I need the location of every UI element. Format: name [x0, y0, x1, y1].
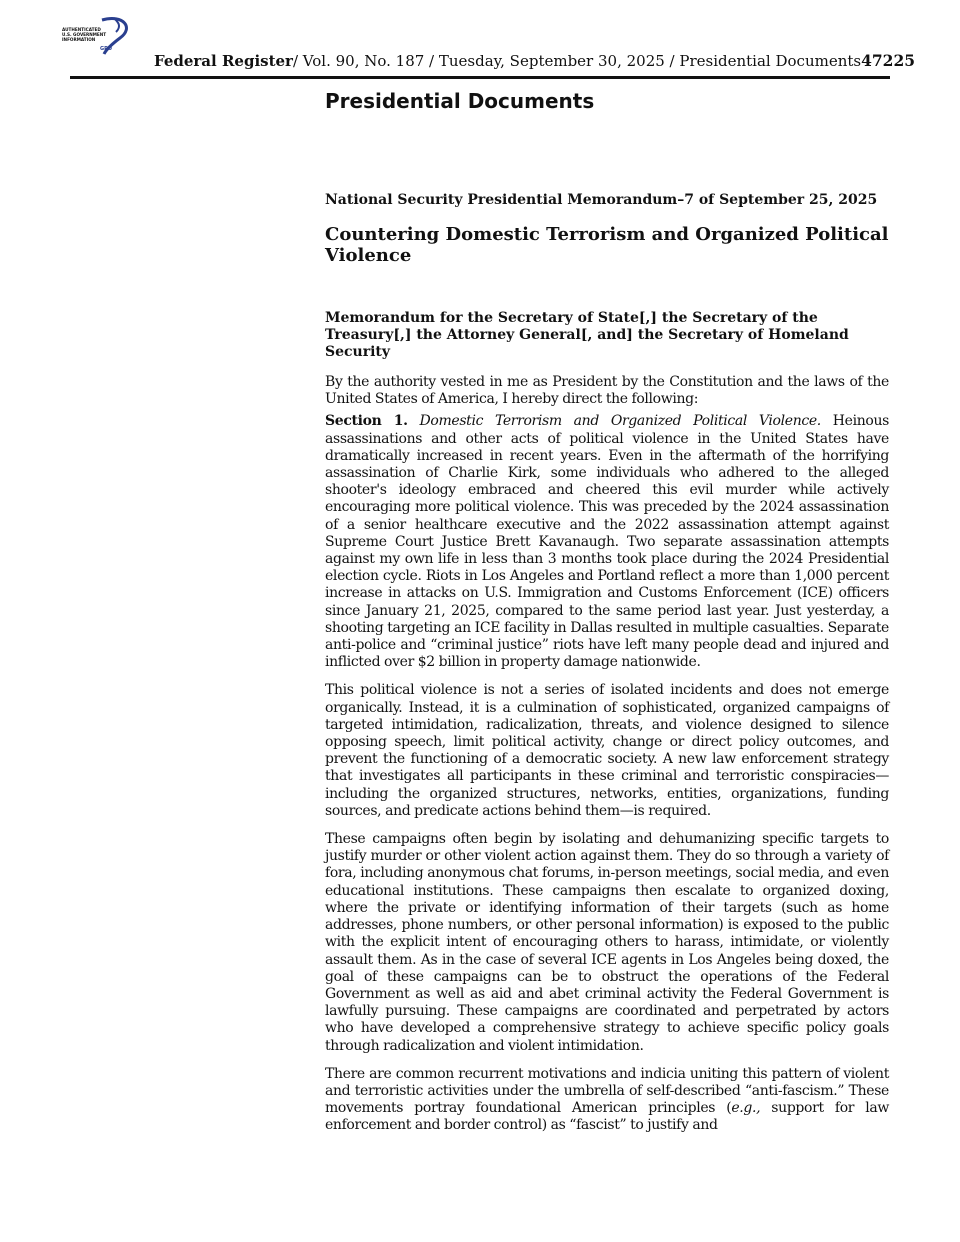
- paragraph-3: These campaigns often begin by isolating and dehumanizing specific targets to justify murder or other violent action against them. They do so through a variety of fora, including anonymous chat forums, in-person meetings, social media, and even educational institutions. These campaigns then escalate to organized doxing, where the private or identifying information of their targets (such as home addresses, phone numbers, or other personal information) is exposed to the public with the explicit intent of encouraging others to harass, intimidate, or violently assault them. As in the case of several ICE agents in Los Angeles being doxed, the goal of these campaigns can be to obstruct the operations of the Federal Government as well as aid and abet criminal activity the Federal Government is lawfully pursuing. These campaigns are coordinated and perpetrated by actors who have developed a comprehensive strategy to achieve specific policy goals through radicalization and violent intimidation.: [325, 831, 889, 1054]
- section-label: Section 1.: [325, 413, 408, 430]
- paragraph-4: [325, 1066, 889, 1135]
- running-header: [154, 51, 916, 71]
- paragraph-4-end: support for law enforcement and border control) as “fascist” to justify and: [325, 1100, 889, 1134]
- svg-text:AUTHENTICATED: AUTHENTICATED: [62, 27, 101, 32]
- intro-paragraph: By the authority vested in me as President by the Constitution and the laws of the United States of America, I hereby direct the following:: [325, 374, 889, 408]
- svg-text:U.S. GOVERNMENT: U.S. GOVERNMENT: [62, 32, 107, 37]
- svg-text:GPO: GPO: [100, 46, 113, 52]
- memo-title: Countering Domestic Terrorism and Organized Political Violence: [325, 224, 889, 266]
- paragraph-4-start: There are common recurrent motivations and indicia uniting this pattern of violent and terroristic activities under the umbrella of self-described “anti-fascism.” These movements portray foundational American principles (: [325, 1065, 889, 1117]
- section-1-paragraph: [325, 413, 889, 671]
- document-body: [325, 190, 889, 1135]
- section-text: Heinous assassinations and other acts of political violence in the United States have dramatically increased in recent years. Even in the aftermath of the horrifying assassination of Charlie Kirk, some individuals who adhered to the alleged shooter's ideology embraced and cheered this evil murder while actively encouraging more political violence. This was preceded by the 2024 assassination of a senior healthcare executive and the 2022 assassination attempt against Supreme Court Justice Brett Kavanaugh. Two separate assassination attempts against my own life in less than 3 months took place during the 2024 Presidential election cycle. Riots in Los Angeles and Portland reflect a more than 1,000 percent increase in attacks on U.S. Immigration and Customs Enforcement (ICE) officers since January 21, 2025, compared to the same period last year. Just yesterday, a shooting targeting an ICE facility in Dallas resulted in multiple casualties. Separate anti-police and “criminal justice” riots have left many people dead and injured and inflicted over $2 billion in property damage nationwide.: [325, 413, 889, 671]
- header-rule: [70, 76, 890, 79]
- section-title: Presidential Documents: [325, 89, 595, 113]
- page-number: 47225: [861, 51, 916, 70]
- section-heading: Domestic Terrorism and Organized Political Violence.: [419, 413, 821, 430]
- memo-number: National Security Presidential Memorandum–7 of September 25, 2025: [325, 192, 878, 208]
- svg-text:INFORMATION: INFORMATION: [62, 37, 96, 42]
- paragraph-4-eg: e.g.,: [731, 1100, 761, 1117]
- issue-info: / Vol. 90, No. 187 / Tuesday, September 30, 2025 / Presidential Documents: [292, 52, 862, 70]
- paragraph-2: This political violence is not a series of isolated incidents and does not emerge organically. Instead, it is a culmination of sophisticated, organized campaigns of targeted intimidation, radicalization, threats, and violence designed to silence opposing speech, limit political activity, change or direct policy outcomes, and prevent the functioning of a democratic society. A new law enforcement strategy that investigates all participants in these criminal and terroristic conspiracies—including the organized structures, networks, entities, organizations, funding sources, and predicate actions behind them—is required.: [325, 682, 889, 819]
- memo-addressee: Memorandum for the Secretary of State[,] the Secretary of the Treasury[,] the Attorney General[, and] the Secretary of Homeland Security: [325, 310, 849, 360]
- publication-name: Federal Register: [154, 52, 293, 70]
- gpo-authentication-logo: [62, 14, 132, 56]
